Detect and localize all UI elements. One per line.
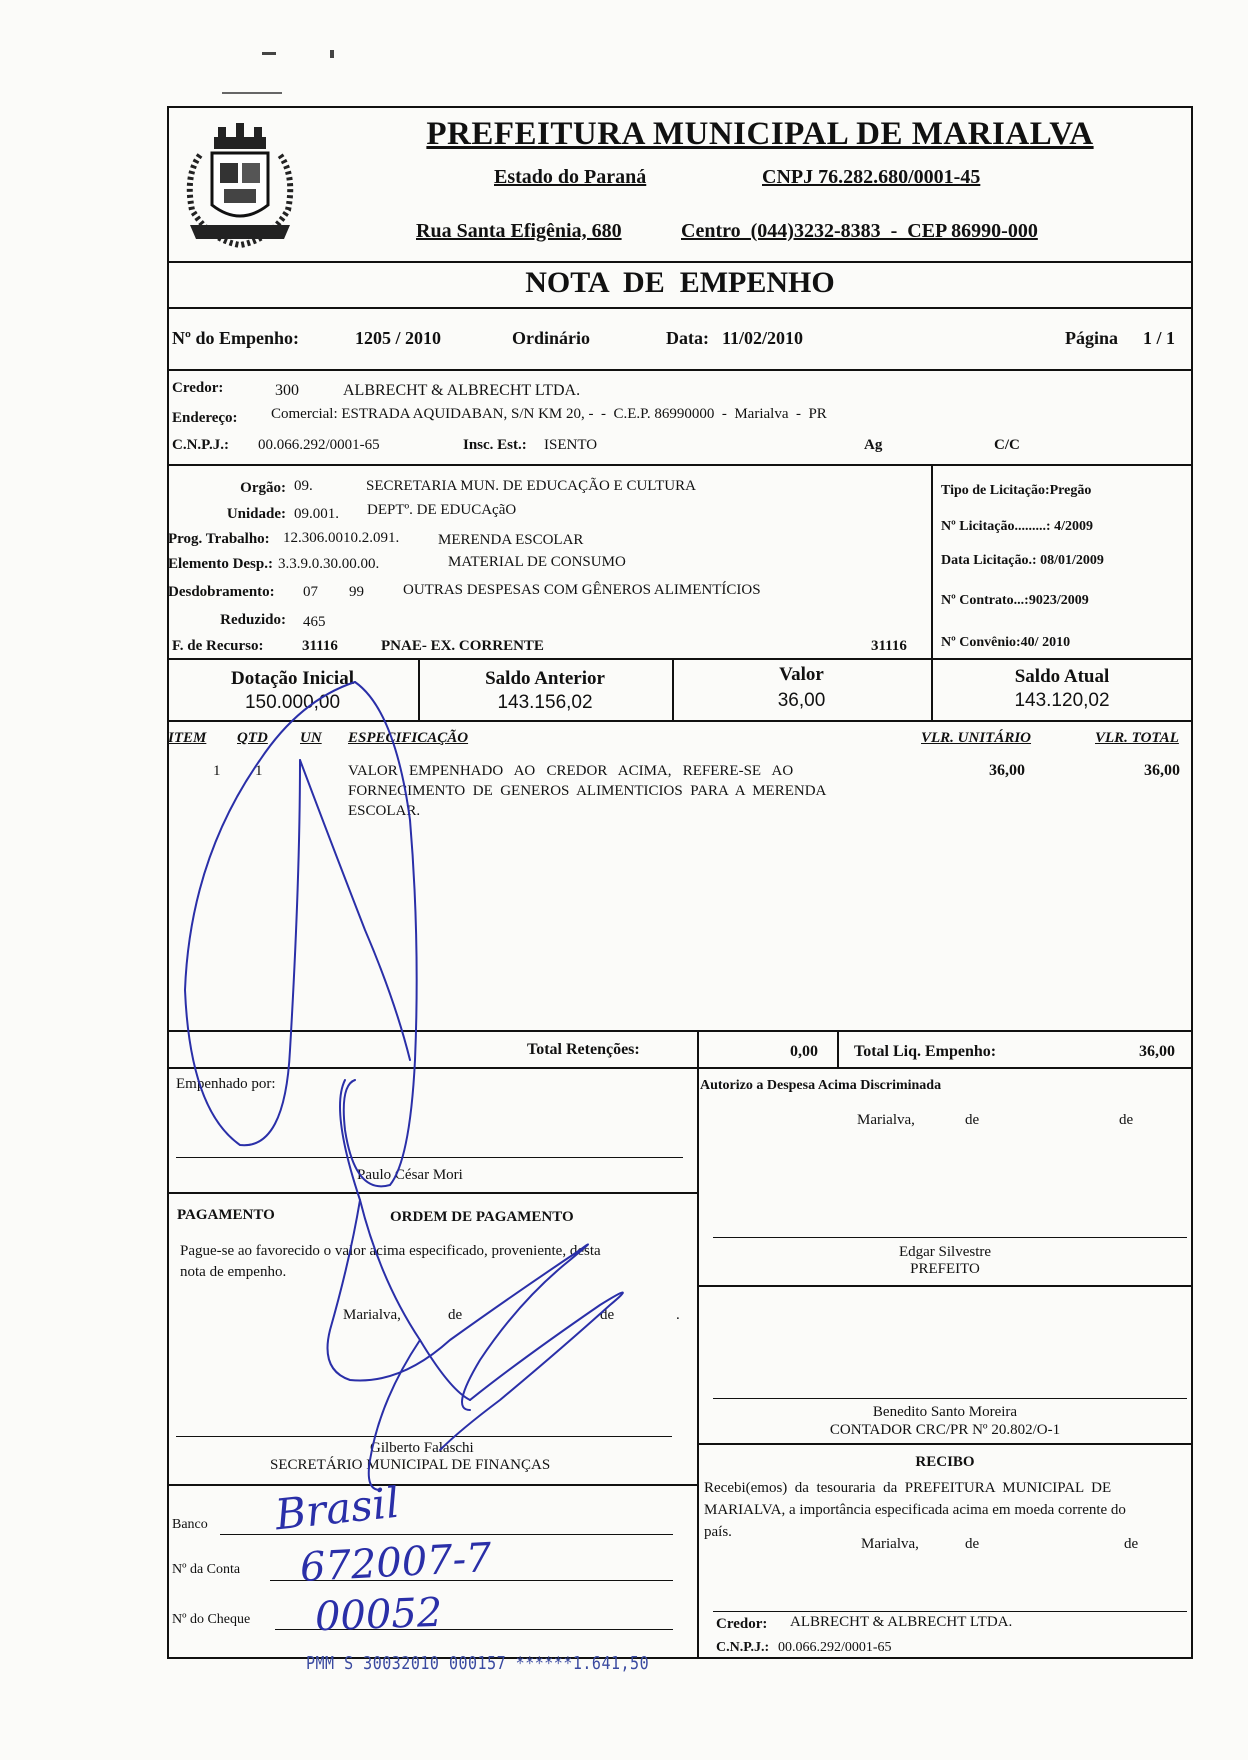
ordem-de-2: de (600, 1307, 615, 1323)
col-item: ITEM (168, 730, 207, 746)
saldo-atual-label: Saldo Atual (1014, 666, 1110, 687)
elemento-code: 3.3.9.0.30.00.00. (278, 556, 380, 572)
conta-handwritten: 672007-7 (298, 1535, 493, 1591)
signature-line (176, 1157, 683, 1158)
prefeito-name: Edgar Silvestre (898, 1244, 992, 1260)
divider (837, 1030, 839, 1067)
empenho-number: 1205 / 2010 (355, 328, 442, 348)
col-vlr-unitario: VLR. UNITÁRIO (921, 730, 1032, 746)
empenho-date-label: Data: (666, 328, 709, 348)
page-number: 1 / 1 (1143, 328, 1176, 348)
item-desc-line-2: FORNECIMENTO DE GENEROS ALIMENTICIOS PARA A MERENDA (348, 783, 827, 799)
divider (167, 720, 1193, 722)
header-state: Estado do Paraná (494, 166, 647, 188)
divider (697, 1030, 699, 1067)
recibo-cnpj: 00.066.292/0001-65 (778, 1640, 892, 1655)
recurso-code: 31116 (302, 638, 338, 654)
col-especificacao: ESPECIFICAÇÃO (348, 730, 469, 746)
insc-label: Insc. Est.: (463, 437, 527, 453)
item-qtd: 1 (255, 763, 263, 779)
secretario-role: SECRETÁRIO MUNICIPAL DE FINANÇAS (270, 1457, 551, 1473)
licitacao-convenio: Nº Convênio:40/ 2010 (941, 635, 1071, 650)
orgao-label: Orgão: (240, 480, 286, 496)
divider (697, 1067, 699, 1659)
endereco-value: Comercial: ESTRADA AQUIDABAN, S/N KM 20, - - C.E.P. 86990000 - Marialva - PR (271, 406, 827, 422)
elemento-label: Elemento Desp.: (168, 556, 273, 572)
recibo-title: RECIBO (915, 1454, 975, 1470)
secretario-name: Gilberto Falaschi (370, 1440, 474, 1456)
scan-speck (262, 52, 276, 55)
item-unit-value: 36,00 (989, 762, 1025, 779)
valor-value: 36,00 (777, 690, 826, 711)
contador-role: CONTADOR CRC/PR Nº 20.802/O-1 (829, 1422, 1061, 1438)
recibo-de-1: de (965, 1536, 980, 1552)
desdobramento-a: 07 (303, 584, 318, 600)
header-cnpj: CNPJ 76.282.680/0001-45 (762, 166, 981, 188)
divider (697, 1285, 1193, 1287)
col-un: UN (300, 730, 322, 746)
recurso-code-2: 31116 (871, 638, 907, 654)
col-qtd: QTD (237, 730, 268, 746)
pague-line-1: Pague-se ao favorecido o valor acima especificado, proveniente, desta (180, 1243, 601, 1259)
ordem-pagamento-label: ORDEM DE PAGAMENTO (390, 1209, 574, 1225)
banco-handwritten: Brasil (272, 1477, 402, 1540)
payment-stamp: PMM S 30032010 000157 ******1.641,50 (306, 1652, 650, 1674)
empenhado-por-name: Paulo César Mori (357, 1167, 463, 1183)
cheque-handwritten: 00052 (314, 1589, 444, 1641)
recibo-credor-name: ALBRECHT & ALBRECHT LTDA. (790, 1614, 1013, 1630)
dotacao-value: 150.000,00 (244, 692, 341, 713)
banco-label: Banco (172, 1517, 208, 1532)
prog-trabalho-code: 12.306.0010.2.091. (283, 530, 400, 546)
col-vlr-total: VLR. TOTAL (1095, 730, 1179, 746)
empenhado-por-label: Empenhado por: (176, 1076, 276, 1092)
desdobramento-name: OUTRAS DESPESAS COM GÊNEROS ALIMENTÍCIOS (403, 582, 761, 598)
empenho-number-label: Nº do Empenho: (172, 328, 299, 348)
recibo-line-3: país. (704, 1524, 732, 1540)
recibo-city: Marialva, (861, 1536, 919, 1552)
divider (167, 658, 1193, 660)
divider (167, 1484, 697, 1486)
credor-cnpj-label: C.N.P.J.: (172, 437, 229, 453)
prog-trabalho-name: MERENDA ESCOLAR (438, 532, 584, 548)
valor-label: Valor (779, 664, 824, 685)
conta-label: Nº da Conta (172, 1562, 241, 1577)
desdobramento-b: 99 (349, 584, 364, 600)
recurso-name: PNAE- EX. CORRENTE (381, 638, 544, 654)
saldo-anterior-label: Saldo Anterior (485, 668, 605, 689)
licitacao-numero: Nº Licitação.........: 4/2009 (941, 519, 1093, 534)
recibo-credor-label: Credor: (716, 1616, 768, 1632)
autorizo-de-1: de (965, 1112, 980, 1128)
desdobramento-label: Desdobramento: (168, 584, 275, 600)
agencia-label: Ag (864, 437, 883, 453)
prefeito-role: PREFEITO (910, 1261, 980, 1277)
autorizo-label: Autorizo a Despesa Acima Discriminada (700, 1078, 942, 1093)
divider (167, 307, 1193, 309)
item-number: 1 (213, 763, 221, 779)
recibo-line-2: MARIALVA, a importância especificada acima em moeda corrente do (704, 1502, 1126, 1518)
licitacao-contrato: Nº Contrato...:9023/2009 (941, 593, 1089, 608)
insc-value: ISENTO (544, 437, 598, 453)
liquido-value: 36,00 (1139, 1043, 1175, 1060)
credor-cnpj: 00.066.292/0001-65 (258, 437, 380, 453)
elemento-name: MATERIAL DE CONSUMO (448, 554, 626, 570)
retencoes-label: Total Retenções: (527, 1041, 640, 1058)
endereco-label: Endereço: (172, 410, 238, 426)
divider (167, 1067, 1193, 1069)
item-desc-line-3: ESCOLAR. (348, 803, 421, 819)
scan-speck (330, 50, 334, 58)
pague-line-2: nota de empenho. (180, 1264, 287, 1280)
orgao-code: 09. (294, 478, 313, 494)
ordem-city: Marialva, (343, 1307, 401, 1323)
reduzido-label: Reduzido: (220, 612, 286, 628)
divider (697, 1443, 1193, 1445)
prog-trabalho-label: Prog. Trabalho: (168, 531, 270, 547)
cheque-label: Nº do Cheque (172, 1612, 251, 1627)
page-label: Página (1065, 328, 1119, 348)
signature-line (176, 1436, 672, 1437)
dotacao-label: Dotação Inicial (231, 668, 354, 689)
liquido-label: Total Liq. Empenho: (854, 1043, 997, 1060)
unidade-label: Unidade: (226, 506, 286, 522)
autorizo-city: Marialva, (857, 1112, 915, 1128)
divider (167, 1030, 1193, 1032)
divider (167, 261, 1193, 263)
divider (931, 464, 933, 658)
divider (167, 464, 1193, 466)
signature-line (713, 1611, 1187, 1612)
item-desc-line-1: VALOR EMPENHADO AO CREDOR ACIMA, REFERE-SE AO (348, 763, 794, 779)
coat-of-arms-logo (180, 115, 300, 255)
credor-label: Credor: (172, 380, 224, 396)
credor-name: ALBRECHT & ALBRECHT LTDA. (343, 382, 581, 399)
recurso-label: F. de Recurso: (172, 638, 264, 654)
autorizo-de-2: de (1119, 1112, 1134, 1128)
ordem-de-1: de (448, 1307, 463, 1323)
scan-speck (222, 92, 282, 94)
saldo-anterior-value: 143.156,02 (497, 692, 593, 713)
reduzido-value: 465 (303, 614, 326, 630)
saldo-atual-value: 143.120,02 (1014, 690, 1110, 711)
licitacao-tipo: Tipo de Licitação:Pregão (941, 483, 1092, 498)
recibo-de-2: de (1124, 1536, 1139, 1552)
header-address: Rua Santa Efigênia, 680 (416, 220, 622, 242)
unidade-name: DEPTº. DE EDUCAçãO (367, 502, 517, 518)
recibo-line-1: Recebi(emos) da tesouraria da PREFEITURA MUNICIPAL DE (704, 1480, 1112, 1496)
empenho-type: Ordinário (512, 328, 591, 348)
divider (167, 369, 1193, 371)
orgao-name: SECRETARIA MUN. DE EDUCAÇÃO E CULTURA (366, 478, 696, 494)
empenho-date: 11/02/2010 (722, 328, 804, 348)
recibo-cnpj-label: C.N.P.J.: (716, 1640, 770, 1655)
signature-line (713, 1237, 1187, 1238)
divider (167, 1192, 697, 1194)
signature-line (713, 1398, 1187, 1399)
unidade-code: 09.001. (294, 506, 339, 522)
retencoes-value: 0,00 (790, 1043, 818, 1060)
conta-corrente-label: C/C (994, 437, 1020, 453)
pagamento-label: PAGAMENTO (177, 1207, 275, 1223)
header-contact: Centro (044)3232-8383 - CEP 86990-000 (681, 220, 1038, 242)
credor-code: 300 (275, 382, 299, 399)
ordem-dot: . (676, 1307, 680, 1323)
contador-name: Benedito Santo Moreira (872, 1404, 1018, 1420)
document-title: NOTA DE EMPENHO (525, 266, 835, 299)
header-title: PREFEITURA MUNICIPAL DE MARIALVA (426, 116, 1094, 152)
licitacao-data: Data Licitação.: 08/01/2009 (941, 553, 1104, 568)
item-total-value: 36,00 (1144, 762, 1180, 779)
